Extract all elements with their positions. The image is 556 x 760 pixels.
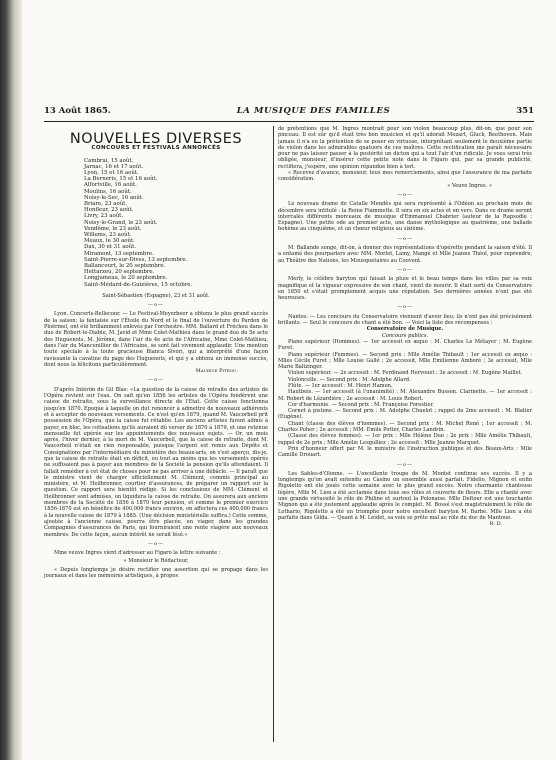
letter-body-start: « Depuis longtemps je désire rectifier une assertion qui se propage dans les journaux et dans les mémoires artistiques, à propos (44, 566, 268, 580)
list-item: Hettarzeu, 20 septembre. (84, 269, 155, 276)
result-line: Violoncelle. — Second prix : M. Adolphe Allard. (288, 376, 411, 383)
list-item: Honfleur, 23 août. (84, 207, 134, 214)
list-item: Cambrai, 15 août. (84, 157, 134, 164)
section-subheading: CONCOURS ET FESTIVALS ANNONCÉS (91, 145, 221, 152)
section-title: NOUVELLES DIVERSES (69, 131, 243, 147)
article-signature: Maurice Pitrou. (195, 368, 238, 375)
list-item: Noisy-le-Grand, le 23 août. (84, 219, 158, 226)
result-line: Cornet à pistons. — Second prix : M. Adolphe Chuelot ; rappel du 2me accessit : M. Blatier (Eugène). (278, 408, 532, 421)
list-item: Meaux, le 30 août. (84, 238, 135, 245)
ornament-divider: —o— (147, 377, 164, 384)
result-line: Piano supérieur (Hommes). — 1er accessit ex æquo : M. Charles Le Métayer ; M. Eugène Furet. (278, 338, 532, 352)
column-separator (273, 126, 274, 742)
article-mendes: Le nouveau drame de Catulle Mendès qui sera représenté à l'Odéon au prochain mois de décembre sera intitulé : la Reine Fiammette. Il sera en six actes et en vers. Dans ce drame seront intercalés différents morceaux de musique d'Emmanuel Chabrier (auteur de la Rapsodie : Espagne). Une petite ode au premier acte, une danse mythologique au quatrième, une ballade bohème au cinquième, et un chœur religieux au sixième. (278, 201, 532, 233)
article-merly: Merly, le célèbre baryton qui faisait la pluie et le beau temps dans les villes par sa voix magnifique et la vigueur expressive de son chant, vient de mourir. Il était sorti du Conservatoire en 1850 et s'était promptement acquis une réputation. Ses dernières années n'ont pas été heureuses. (278, 276, 532, 302)
journal-title: LA MUSIQUE DES FAMILLES (236, 106, 391, 116)
letter-signature: » Veuve Ingres. » (447, 182, 492, 189)
page-header (44, 103, 534, 119)
list-item: Saint-Médard-de-Guizières, 15 octobre. (84, 281, 193, 288)
list-item: Briare, 23 août. (84, 201, 128, 208)
concours-list (84, 158, 268, 288)
conservatoire-subheading: Concours publics. (381, 332, 429, 339)
article-signature: R. D. (489, 521, 502, 528)
ornament-divider: —o— (396, 304, 413, 311)
list-item: Vendôme, le 23 août. (84, 225, 142, 232)
result-line: Prix d'honneur offert par M. le ministre de l'instruction publique et des Beaux-Arts : Mlle Camille Drouart. (278, 445, 532, 459)
list-item: Alfortville, 16 août. (84, 182, 137, 189)
binding-edge (0, 0, 22, 760)
list-item: Miramont, 13 septembre. (84, 250, 154, 257)
page-number: 351 (516, 106, 534, 116)
list-item: Willems, 23 août. (84, 232, 132, 239)
list-item: Longjumeau, le 20 septembre. (84, 275, 168, 282)
article-ballande: M. Ballande songe, dit-on, à donner des représentations d'opérette pendant la saison d'été. Il a entamé des pourparlers avec MM. Morlet, Lamy, Mangé et Mlle Jeanne Théol, pour reprendre, au Théâtre des Nations, les Mousquetaires au Couvent. (278, 245, 532, 264)
list-item: Ballancourt, le 20 septembre. (84, 263, 166, 270)
ornament-divider: —o— (396, 266, 413, 273)
concours-last-item: Saint-Sébastien (Espagne), 23 et 31 août. (102, 292, 210, 299)
list-item: Livry, 23 août. (84, 213, 124, 220)
newspaper-page (24, 0, 552, 760)
list-item: Jarnac, 16 et 17 août. (84, 163, 144, 170)
result-line: Chant (classe des élèves d'hommes). — Second prix : M. Michel René ; 1er accessit : M. Charles Poher ; 2e accessit : MM. Emile Potter, Charles Landrin. (278, 420, 532, 434)
letter-closing: « Recevez d'avance, monsieur, tous mes remerciements, ainsi que l'assurance de ma parfaite considération. (278, 170, 532, 183)
ornament-divider: —o— (396, 191, 413, 198)
letter-salutation: « Monsieur le Rédacteur, (123, 558, 189, 565)
article-nantes: Nantes. — Les concours du Conservatoire viennent d'avoir lieu; ils n'ont pas été précisément brillants. — Seul le concours de chant a été bon. — Voici la liste des récompenses : (278, 313, 532, 327)
list-item: Moulins, 16 août. (84, 188, 132, 195)
letter-body-continued: de prétentions que M. Ingres montrait pour son violon beaucoup plus, dit-on, que pour son pinceau. Il est sûr qu'il était très bon musicien et qu'il adorait Mozart, Gluck, Beethoven. Mais jamais il n'a eu la prétention de se poser en virtuose, interprétant seulement le deuxième partie de violon dans les admirables quatuors de ces maîtres. Cette rectification me paraît nécessaire pour ne pas laisser passer à la postérité un dicton qui a tout l'air d'un ridicule. Je vous serai très obligée, monsieur, d'insérer cette petite note dans le Figaro qui, par sa grande publicité, rectifiera, j'espère, une opinion répandue bien à tort. (278, 126, 532, 170)
list-item: Saint-Pierre-sur-Dives, 13 septembre. (84, 256, 188, 263)
left-column (44, 126, 268, 760)
result-line: Piano supérieur (Femmes). — Second prix : Mlle Amélie Thibault ; 1er accessit ex æquo : Mlles Cécile Furet ; Mlle Louise Gallé ; 2e accessit, Mlle Emilienne Amboré ; 3e accessit, Mlle Marie Baltzinger. (278, 351, 532, 371)
ornament-divider: —o— (147, 302, 164, 309)
result-line: Cor d'harmonie. — Second prix : M. Françoise Forestier. (288, 401, 435, 408)
list-item: Noisy-le-Sec, 16 août. (84, 194, 144, 201)
result-line: (Classe des élèves femmes). — 1er prix : Mlle Hélène Duo ; 2e prix : Mlle Amélie Thibault, rappel de 2e prix ; Mlle Amélie Lesgulliez ; 2e accessit : Mlle Jeanne Marquet. (278, 433, 532, 446)
ornament-divider: —o— (396, 235, 413, 242)
result-line: Flûte. — 1er accessit : M. Henri Hamon. (288, 382, 393, 389)
article-ingres-intro: Mme veuve Ingres vient d'adresser au Figaro la lettre suivante : (54, 550, 221, 557)
ornament-divider: —o— (147, 540, 164, 547)
article-sables-olonne: Les Sables-d'Olonne. — L'excellente troupe de M. Montet continue ses succès. Il y a longtemps qu'on avait entendu au Casino un ensemble aussi parfait. Fidelio, Mignon et enfin Rigoletto ont été joués cette semaine avec le plus grand succès. Notre charmante chanteuse légère, Mlle M. Lion a été acclamée dans tous ses rôles et couverte de fleurs. Elle a chanté avec une grande virtuosité le rôle de Philine et surtout la Polonaise. Mlle Deltour est une touchante Mignon qui a été justement applaudie après le complet. M. Bossé s'est magistralement le rôle de Lothario, Rigoletto a été un triomphe pour notre excellent baryton M. Barbe. Mlle Lion a été parfaite dans Gilda. — Quant à M. Leidet, sa voix se prête mal au rôle du duc de Mantoue. (278, 470, 532, 521)
list-item: Lyon, 15 et 16 août. (84, 170, 139, 176)
header-rule (44, 121, 534, 122)
issue-date: 13 Août 1865. (44, 106, 111, 116)
article-lyon: Lyon. Concerts-Bellecour. — Le Festival-Meyerbeer a obtenu le plus grand succès de la saison; la fantaisie sur l'Étoile du Nord et le final de l'ouverture du Pardon de Ploërmel, ont été brillamment enlevés par l'orchestre. MM. Ballard et Fréchou dans le duo de Robert-le-Diable, M. Javid et Mme Colet-Mathieu dans le grand duo du 5e acte des Huguenots, M. Jérôme, dans l'air du 4e acte de l'Africaine, Mme Colet-Mathieu, dans l'air du Mancenillier de l'Africaine, se sont fait vivement applaudir. Une mention toute spéciale à la toute gracieuse Bianca Sivori, qui a interprété d'une façon ravissante la cavatine du page des Huguenots, et qui y a obtenu un immense succès, dont nous la félicitons particulièrement. (44, 311, 268, 368)
list-item: La Berneris, 15 et 16 août. (84, 176, 158, 183)
list-item: Dax, 30 et 31 août. (84, 244, 137, 251)
ornament-divider: —o— (396, 461, 413, 468)
result-line: Hautbois. — 1er accessit (à l'unanimité) : M. Alexandre Busson. Clarinette. — 1er accessit : M. Robert de Lézardière ; 2e accessit : M. Louis Robert. (278, 389, 532, 402)
conservatoire-heading: Conservatoire de Musique. (366, 326, 444, 333)
article-caisse-retraite: D'après Intérim du Gil Blas: «La question de la caisse de retraite des artistes de l'Opéra revient sur l'eau. On sait qu'en 1856 les artistes de l'Opéra fondèrent une caisse de retraite, sous la surveillance directe de l'État. Cette caisse fonctionna jusqu'en 1870. Époque à laquelle on dut renoncer à admettre de nouveaux adhérents et à accepter de nouveaux versements. Ce n'est qu'en 1879, quand M. Vaucorbeil prit possession de l'Opéra, que la caisse fut rétablie. Les anciens artistes furent admis à payer, en bloc, les cotisations qu'ils auraient dû verser de 1870 à 1879, et une retenue mensuelle fut opérée sur les appointements des nouveaux sujets. — Or, un mois après, l'hiver dernier, à la mort de M. Vaucorbeil, que la caisse de retraite, dont M. Vaucorbeil n'était en rien responsable, puisque l'argent est remis aux Dépôts et Consignations par l'intermédiaire du ministère des beaux-arts, on s'est aperçu, dis-je, que la caisse de retraite était en déficit, ou tout au moins que les versements opérés ne suffisaient pas à payer aux membres de la Société la pension qu'ils attendaient. Il fallait remédier à cet état de choses pour ne pas arriver à une débâcle. — Il paraît que le ministre vient de charger officiellement M. Clément, commis principal au ministère, et M. Heilbronner, courtier d'assurances, de préparer un rapport sur la question. Ce rapport sera bientôt rédigé. Si les conclusions de MM. Clément et Heilbronner sont admises, on liquidera la caisse de retraite. On assurera aux anciens membres de la Société de 1856 à 1870 leur pension, et comme le premier exercice 1856-1870 est en bénéfice de 400,000 francs environ, on affectera ces 400,000 francs à la nouvelle caisse de 1879 à 1885. (Une décision ministérielle suffira.) Cette somme, ajoutée à l'ancienne caisse, pourra être placée, en viager, dans les grandes Compagnies d'assurances de Paris, qui fourniraient une rente viagère aux nouveaux membres. De cette façon, aucun intérêt ne serait lésé.» (44, 386, 268, 538)
right-column (278, 126, 532, 760)
result-line: Violon supérieur. — 2e accessit : M. Ferdinand Hervouet ; 3e accessit : M. Eugène Maillet. (288, 370, 523, 377)
